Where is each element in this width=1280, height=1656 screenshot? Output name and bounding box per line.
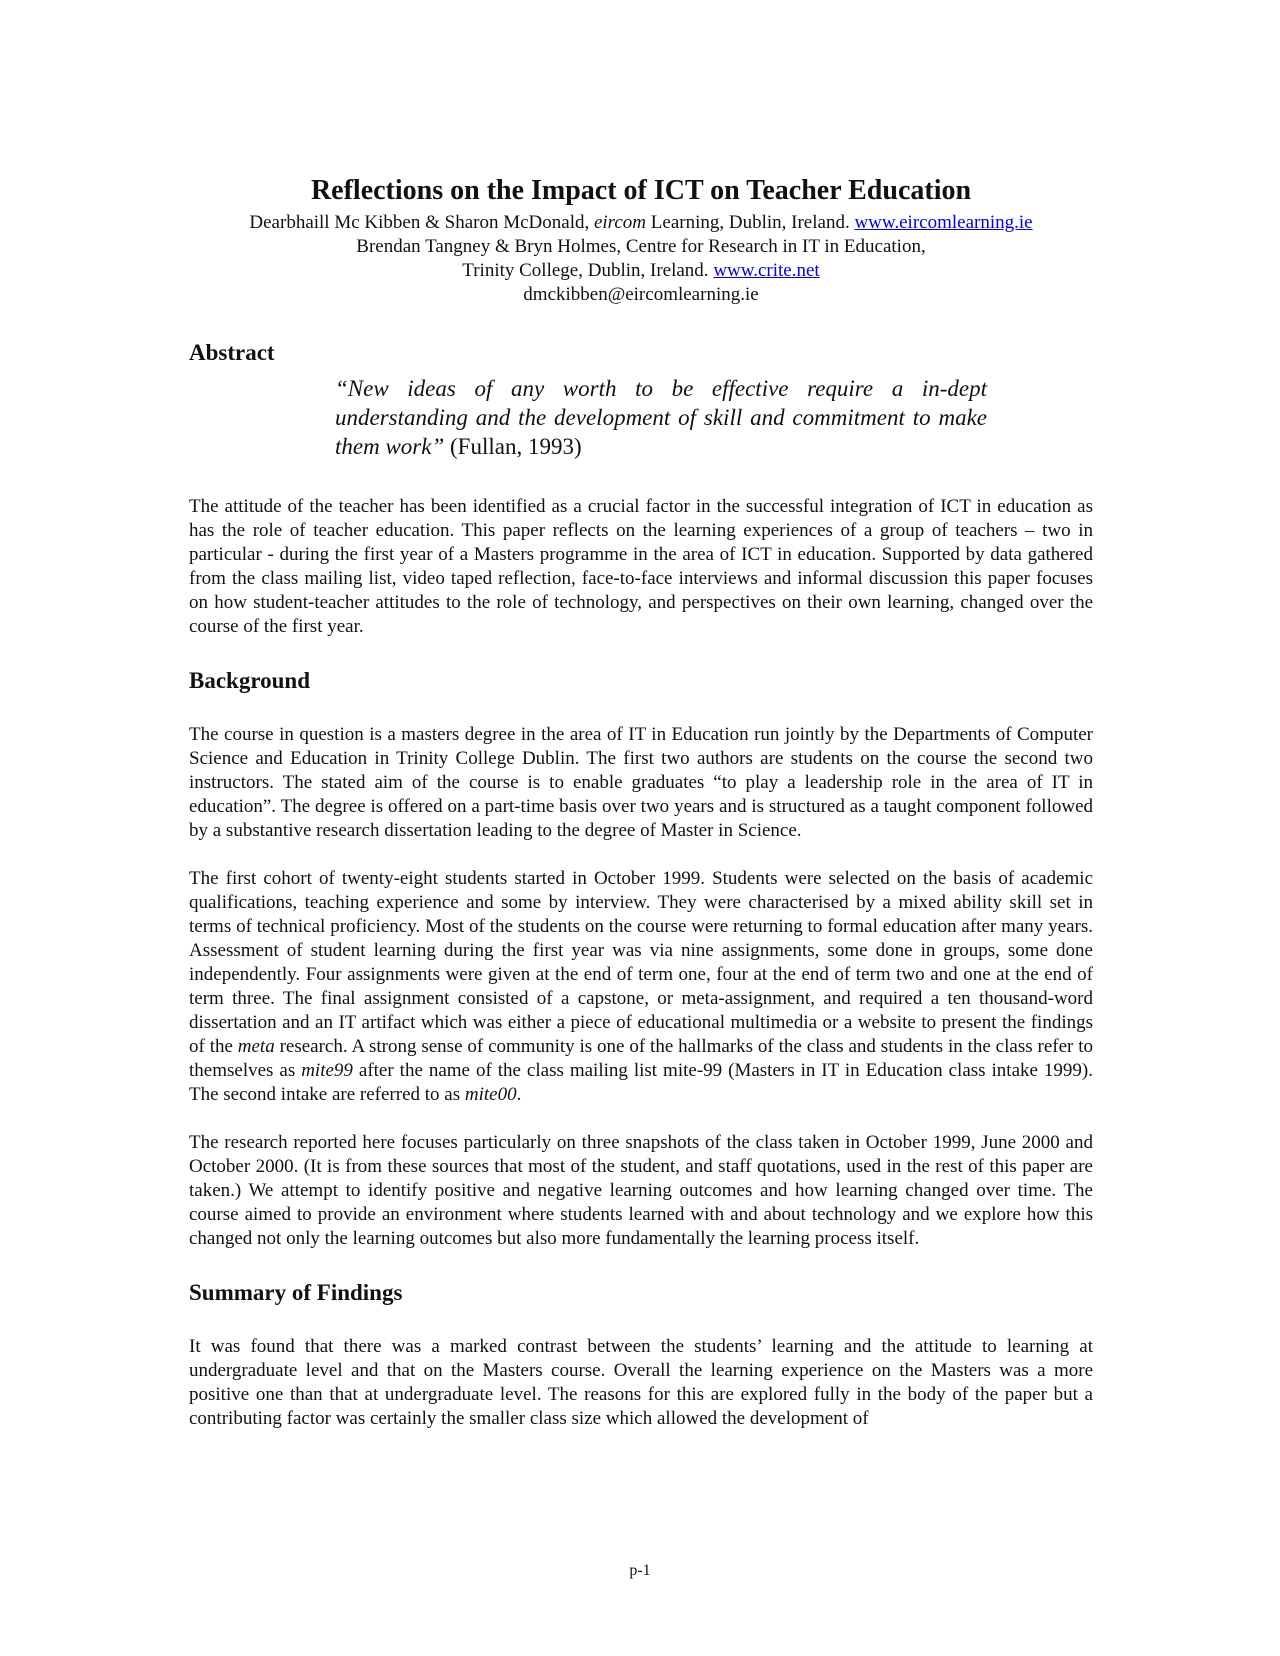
bg2-meta-term: meta — [237, 1036, 275, 1057]
author-line-1 — [189, 211, 1093, 235]
summary-paragraph-1: It was found that there was a marked contrast between the students’ learning and the attitude to learning at undergraduate level and that on the Masters course. Overall the learning experience on the Masters was a more positive one than that at undergraduate level. The reasons for this are explored fully in the body of the paper but a contributing factor was certainly the smaller class size which allowed the development of — [189, 1336, 1093, 1429]
summary-heading: Summary of Findings — [189, 1280, 403, 1305]
crite-website-link[interactable]: www.crite.net — [713, 260, 820, 281]
eircom-website-link[interactable]: www.eircomlearning.ie — [854, 212, 1033, 233]
epigraph-quote — [335, 374, 987, 461]
background-heading: Background — [189, 668, 311, 693]
background-paragraph-2 — [189, 867, 1093, 1107]
bg2-text-b: research. A strong sense of community is one of the hallmarks of the class and students in the class refer to themselves as — [189, 1036, 1093, 1081]
paper-title: Reflections on the Impact of ICT on Teacher Education — [310, 175, 972, 206]
trinity-location: Trinity College, Dublin, Ireland. — [462, 260, 714, 281]
authors-names-1: Dearbhaill Mc Kibben & Sharon McDonald, — [249, 212, 594, 233]
author-block — [189, 211, 1093, 307]
org-name: eircom — [593, 212, 647, 233]
bg2-text-c: after the name of the class mailing list mite-99 (Masters in IT in Education class intake 1999). The second intake are referred to as — [189, 1060, 1093, 1105]
author-line-2: Brendan Tangney & Bryn Holmes, Centre for Research in IT in Education, — [356, 236, 926, 257]
page-number: p-1 — [629, 1562, 651, 1579]
background-paragraph-1: The course in question is a masters degree in the area of IT in Education run jointly by the Departments of Computer Science and Education in Trinity College Dublin. The first two authors are students on the course the second two instructors. The stated aim of the course is to enable graduates “to play a leadership role in the area of IT in education”. The degree is offered on a part-time basis over two years and is structured as a taught component followed by a substantive research dissertation leading to the degree of Master in Science. — [189, 724, 1093, 841]
author-email: dmckibben@eircomlearning.ie — [523, 284, 759, 305]
quote-citation: (Fullan, 1993) — [444, 434, 582, 459]
abstract-paragraph: The attitude of the teacher has been identified as a crucial factor in the successful integration of ICT in education as has the role of teacher education. This paper reflects on the learning experiences of a group of teachers – two in particular - during the first year of a Masters programme in the area of ICT in education. Supported by data gathered from the class mailing list, video taped reflection, face-to-face interviews and informal discussion this paper focuses on how student-teacher attitudes to the role of technology, and perspectives on their own learning, changed over the course of the first year. — [189, 496, 1093, 637]
bg2-text-d: . — [516, 1084, 522, 1105]
abstract-heading: Abstract — [189, 340, 275, 365]
bg2-mite99-term: mite99 — [301, 1060, 353, 1081]
bg2-text-a: The first cohort of twenty-eight students started in October 1999. Students were selected on the basis of academic qualifications, teaching experience and some by interview. They were characterised by a mixed ability skill set in terms of technical proficiency. Most of the students on the course were returning to formal education after many years. Assessment of student learning during the first year was via nine assignments, some done in groups, some done independently. Four assignments were given at the end of term one, four at the end of term two and one at the end of term three. The final assignment consisted of a capstone, or meta-assignment, and required a ten thousand-word dissertation and an IT artifact which was either a piece of educational multimedia or a website to present the findings of the — [189, 868, 1093, 1057]
quote-text: “New ideas of any worth to be effective require a in-dept understanding and the development of skill and commitment to make them work” — [335, 376, 987, 459]
background-paragraph-3: The research reported here focuses particularly on three snapshots of the class taken in October 1999, June 2000 and October 2000. (It is from these sources that most of the student, and staff quotations, used in the rest of this paper are taken.) We attempt to identify positive and negative learning outcomes and how learning changed over time. The course aimed to provide an environment where students learned with and about technology and we explore how this changed not only the learning outcomes but also more fundamentally the learning process itself. — [189, 1132, 1093, 1249]
paper-content — [189, 173, 1093, 1431]
org-location: Learning, Dublin, Ireland. — [646, 212, 855, 233]
author-line-3 — [189, 259, 1093, 283]
bg2-mite00-term: mite00 — [464, 1084, 517, 1105]
